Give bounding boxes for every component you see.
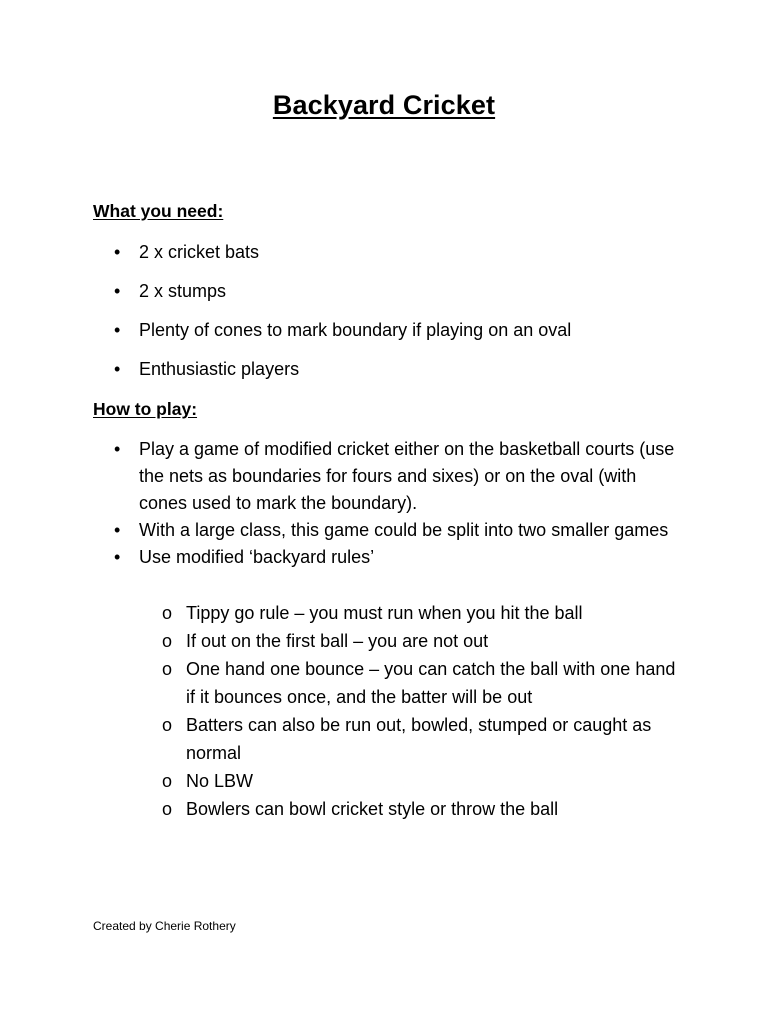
footer-credit: Created by Cherie Rothery: [93, 919, 236, 933]
list-item-text: With a large class, this game could be split into two smaller games: [139, 520, 669, 540]
rule-item: [0, 767, 686, 795]
bullet-icon: •: [114, 242, 121, 262]
bullet-icon: •: [114, 320, 121, 340]
list-item-text: 2 x cricket bats: [139, 242, 260, 262]
rule-item-text: Bowlers can bowl cricket style or throw the ball: [186, 799, 559, 819]
circle-bullet-icon: o: [162, 603, 173, 623]
list-item: [0, 436, 679, 517]
list-item: [0, 317, 679, 344]
bullet-icon: •: [114, 439, 121, 459]
list-item-text: Enthusiastic players: [139, 359, 300, 379]
list-item-text: Play a game of modified cricket either on the basketball courts (use the nets as boundaries for fours and sixes) or on the oval (with cones used to mark the boundary).: [139, 439, 675, 513]
circle-bullet-icon: o: [162, 659, 173, 679]
rules-list: [0, 599, 686, 823]
list-item: [0, 517, 679, 544]
heading-what-you-need: What you need:: [93, 201, 224, 221]
document-title: Backyard Cricket: [272, 90, 496, 120]
rule-item: [0, 795, 686, 823]
bullet-icon: •: [114, 359, 121, 379]
rule-item-text: No LBW: [186, 771, 254, 791]
list-item: [0, 239, 679, 266]
needs-list: [0, 239, 679, 383]
bullet-icon: •: [114, 547, 121, 567]
rule-item-text: If out on the first ball – you are not out: [186, 631, 489, 651]
rule-item: [0, 711, 686, 767]
rule-item-text: Tippy go rule – you must run when you hit the ball: [186, 603, 583, 623]
circle-bullet-icon: o: [162, 631, 173, 651]
list-item: [0, 356, 679, 383]
list-item-text: 2 x stumps: [139, 281, 227, 301]
rule-item: [0, 655, 686, 711]
list-item-text: Use modified ‘backyard rules’: [139, 547, 375, 567]
rule-item-text: One hand one bounce – you can catch the ball with one hand if it bounces once, and the batter will be out: [186, 659, 676, 707]
heading-how-to-play: How to play:: [93, 399, 198, 419]
circle-bullet-icon: o: [162, 799, 173, 819]
bullet-icon: •: [114, 281, 121, 301]
how-to-play-list: [0, 436, 679, 571]
circle-bullet-icon: o: [162, 715, 173, 735]
circle-bullet-icon: o: [162, 771, 173, 791]
bullet-icon: •: [114, 520, 121, 540]
list-item: [0, 544, 679, 571]
rule-item-text: Batters can also be run out, bowled, stumped or caught as normal: [186, 715, 652, 763]
list-item-text: Plenty of cones to mark boundary if playing on an oval: [139, 320, 572, 340]
rule-item: [0, 599, 686, 627]
list-item: [0, 278, 679, 305]
rule-item: [0, 627, 686, 655]
